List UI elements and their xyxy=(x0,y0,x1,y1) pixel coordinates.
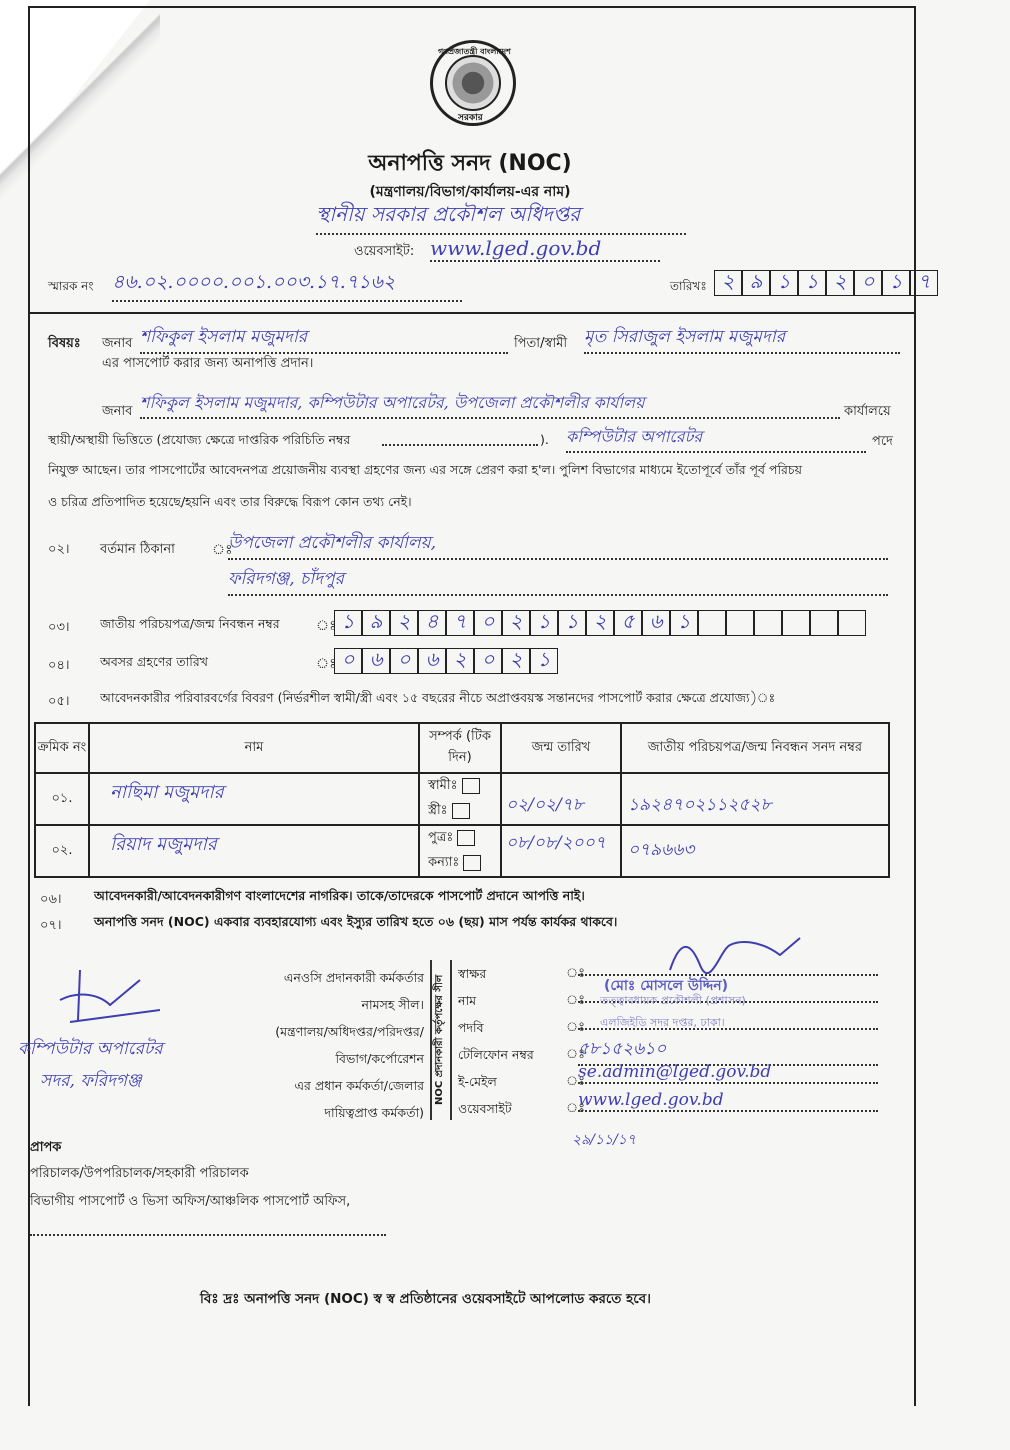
serial-cell: ০২. xyxy=(35,825,89,877)
memo-label: স্মারক নং xyxy=(48,279,94,293)
citizenship-statement: আবেদনকারী/আবেদনকারীগণ বাংলাদেশের নাগরিক। তাকে/তাদেরকে পাসপোর্ট প্রদানে আপত্তি নাই। xyxy=(94,888,585,903)
stamp-office: এলজিইডি সদর দপ্তর, ঢাকা। xyxy=(600,1016,725,1029)
body-line2-close: ). xyxy=(540,432,549,447)
date-digit: ০ xyxy=(854,270,882,296)
retirement-digit: ২ xyxy=(502,648,530,674)
family-table xyxy=(34,722,890,878)
column-header: ক্রমিক নং xyxy=(35,723,89,773)
retirement-digit: ২ xyxy=(446,648,474,674)
nid-cell: ০৭৯৬৬৩ xyxy=(621,825,889,877)
person-detail: শফিকুল ইসলাম মজুমদার, কম্পিউটার অপারেটর, উপজেলা প্রকৌশলীর কার্যালয় xyxy=(140,390,840,419)
nid-digit: ১ xyxy=(334,610,362,636)
retirement-digit: ০ xyxy=(334,648,362,674)
issuer-signature xyxy=(660,930,810,980)
memo-number: ৪৬.০২.০০০০.০০১.০০৩.১৭.৭১৬২ xyxy=(112,268,462,302)
recipient-blank-line xyxy=(30,1234,386,1236)
signature-field-label: স্বাক্ষর xyxy=(458,966,487,981)
nid-digit: ৯ xyxy=(362,610,390,636)
date-digit: ১ xyxy=(770,270,798,296)
nid-digit xyxy=(782,610,810,636)
issuer-desc-line: নামসহ সীল। xyxy=(361,997,424,1012)
retirement-date-boxes xyxy=(334,648,558,674)
colon: ঃ xyxy=(566,1047,586,1062)
checkbox-checked[interactable] xyxy=(452,803,470,819)
colon: ঃ xyxy=(566,1074,586,1089)
stamp-officer-title: তত্ত্বাবধায়ক প্রকৌশলী (প্রশাসন) xyxy=(600,994,746,1007)
recipient-line-2: বিভাগীয় পাসপোর্ট ও ভিসা অফিস/আঞ্চলিক পাসপোর্ট অফিস, xyxy=(30,1194,351,1209)
checkbox[interactable] xyxy=(463,855,481,871)
nid-digit xyxy=(698,610,726,636)
relation-label: স্ত্রীঃ xyxy=(428,803,448,818)
retirement-digit: ৬ xyxy=(418,648,446,674)
colon: ঃ xyxy=(566,1020,586,1035)
issuer-desc-line: এর প্রধান কর্মকর্তা/জেলার xyxy=(294,1078,424,1093)
body-line4: ও চরিত্র প্রতিপাদিত হয়েছে/হয়নি এবং তার বিরুদ্ধে বিরূপ কোন তথ্য নেই। xyxy=(48,494,412,509)
nid-digit: ১ xyxy=(530,610,558,636)
issuer-desc-line: (মন্ত্রণালয়/অধিদপ্তর/পরিদপ্তর/ xyxy=(275,1024,424,1039)
seal-emblem xyxy=(445,55,501,111)
document-subtitle: (মন্ত্রণালয়/বিভাগ/কার্যালয়-এর নাম) xyxy=(369,184,571,200)
office-suffix: কার্যালয়ে xyxy=(844,404,891,419)
nid-digit: ১ xyxy=(670,610,698,636)
seal-bottom-text: সরকার xyxy=(458,113,483,123)
date-digit: ১ xyxy=(798,270,826,296)
issuer-desc-line: দায়িত্বপ্রাপ্ত কর্মকর্তা) xyxy=(324,1105,424,1120)
retirement-digit: ০ xyxy=(390,648,418,674)
date-digit: ২ xyxy=(826,270,854,296)
colon: ঃ xyxy=(316,618,337,634)
date-digit: ২ xyxy=(714,270,742,296)
nid-digit xyxy=(838,610,866,636)
body-janab: জনাব xyxy=(102,404,133,419)
serial-cell: ০১. xyxy=(35,773,89,825)
item-05-number: ০৫। xyxy=(48,694,70,709)
applicant-signature xyxy=(40,960,180,1030)
seal-top-text: গণপ্রজাতন্ত্রী বাংলাদেশ xyxy=(438,47,511,56)
nid-digit: ০ xyxy=(474,610,502,636)
nid-digit: ৭ xyxy=(446,610,474,636)
nid-boxes xyxy=(334,610,866,636)
item-04-number: ০৪। xyxy=(48,658,70,673)
stamp-officer-name: (মোঃ মোসলে উদ্দিন) xyxy=(604,978,728,994)
header-divider xyxy=(30,312,916,314)
nid-digit: ১ xyxy=(558,610,586,636)
office-name: স্থানীয় সরকার প্রকৌশল অধিদপ্তর xyxy=(316,200,686,235)
item-03-number: ০৩। xyxy=(48,620,70,635)
relation-cell xyxy=(419,773,501,825)
signed-date: ২৯/১১/১৭ xyxy=(572,1132,636,1148)
column-header: নাম xyxy=(89,723,419,773)
relation-cell xyxy=(419,825,501,877)
official-id-blank xyxy=(382,438,538,446)
issuer-desc-line: বিভাগ/কর্পোরেশন xyxy=(335,1051,424,1066)
designation-field-label: পদবি xyxy=(458,1020,484,1035)
address-line-2: ফরিদগঞ্জ, চাঁদপুর xyxy=(228,566,888,596)
nid-digit: ২ xyxy=(502,610,530,636)
website-field-label: ওয়েবসাইট xyxy=(458,1101,512,1116)
nid-digit: ২ xyxy=(390,610,418,636)
checkbox[interactable] xyxy=(462,778,480,794)
body-line2: স্থায়ী/অস্থায়ী ভিত্তিতে (প্রযোজ্য ক্ষেত্রে দাপ্তরিক পরিচিতি নম্বর xyxy=(48,432,351,447)
relation-label: স্বামীঃ xyxy=(428,778,458,793)
nid-digit: ৫ xyxy=(614,610,642,636)
date-label: তারিখঃ xyxy=(670,279,707,293)
email-field-label: ই-মেইল xyxy=(458,1074,497,1089)
address-label: বর্তমান ঠিকানা xyxy=(100,542,175,557)
issuer-field-labels xyxy=(458,960,534,1122)
recipient-label: প্রাপক xyxy=(30,1140,62,1155)
name-cell: নাছিমা মজুমদার xyxy=(89,773,419,825)
recipient-line-1: পরিচালক/উপপরিচালক/সহকারী পরিচালক xyxy=(30,1166,249,1181)
retirement-label: অবসর গ্রহণের তারিখ xyxy=(100,654,208,669)
column-header: সম্পর্ক (টিক দিন) xyxy=(419,723,501,773)
colon: ঃ xyxy=(316,656,337,672)
dob-cell: ০৮/০৮/২০০৭ xyxy=(501,825,621,877)
colon: ঃ xyxy=(566,966,586,981)
nid-digit xyxy=(810,610,838,636)
relation-label: কন্যাঃ xyxy=(428,855,460,870)
body-line3: নিযুক্ত আছেন। তার পাসপোর্টের আবেদনপত্র প্রয়োজনীয় ব্যবস্থা গ্রহণের জন্য এর সঙ্গে প্রেরণ করা হ'ল। পুলিশ বিভাগের মাধ্যমে ইতোপূর্বে তাঁর পূর্ব পরিচয় xyxy=(48,462,803,477)
vertical-seal-label: NOC প্রদানকারী কর্তৃপক্ষের সীল xyxy=(430,960,452,1120)
left-sign-line-2: সদর, ফরিদগঞ্জ xyxy=(40,1071,142,1091)
column-header: জাতীয় পরিচয়পত্র/জন্ম নিবন্ধন সনদ নম্বর xyxy=(621,723,889,773)
colon: ঃ xyxy=(566,1101,586,1116)
email-value: se.admin@lged.gov.bd xyxy=(578,1062,878,1084)
family-label: আবেদনকারীর পরিবারবর্গের বিবরণ (নির্ভরশীল স্বামী/স্ত্রী এবং ১৫ বছরের নীচে অপ্রাপ্তবয়স্ক সন্তানদের পাসপোর্ট করার ক্ষেত্রে প্রযোজ্য)ঃ xyxy=(100,690,776,705)
applicant-name: শফিকুল ইসলাম মজুমদার xyxy=(140,324,508,354)
document-title: অনাপত্তি সনদ (NOC) xyxy=(368,151,572,176)
subject-line2: এর পাসপোর্ট করার জন্য অনাপত্তি প্রদান। xyxy=(102,356,314,371)
website-value: www.lged.gov.bd xyxy=(430,236,660,262)
nid-digit: ৪ xyxy=(418,610,446,636)
dob-cell: ০২/০২/৭৮ xyxy=(501,773,621,825)
table-row xyxy=(35,825,889,877)
colon: ঃ xyxy=(212,542,233,558)
issuer-desc-line: এনওসি প্রদানকারী কর্মকর্তার xyxy=(283,970,424,985)
item-02-number: ০২। xyxy=(48,542,70,557)
nid-cell: ১৯২৪৭০২১১২৫২৮ xyxy=(621,773,889,825)
checkbox[interactable] xyxy=(457,830,475,846)
table-header-row xyxy=(35,723,889,773)
name-field-label: নাম xyxy=(458,993,477,1008)
website-field-value: www.lged.gov.bd xyxy=(578,1090,878,1112)
nid-digit xyxy=(754,610,782,636)
subject-label: বিষয়ঃ xyxy=(48,336,81,351)
footer-note: বিঃ দ্রঃ অনাপত্তি সনদ (NOC) স্ব স্ব প্রতিষ্ঠানের ওয়েবসাইটে আপলোড করতে হবে। xyxy=(200,1291,651,1307)
nid-digit: ২ xyxy=(586,610,614,636)
table-row xyxy=(35,773,889,825)
phone-field-label: টেলিফোন নম্বর xyxy=(458,1047,534,1062)
date-digit: ১ xyxy=(882,270,910,296)
father-label: পিতা/স্বামী xyxy=(514,336,568,351)
item-07-number: ০৭। xyxy=(40,918,62,933)
nid-digit xyxy=(726,610,754,636)
colon: ঃ xyxy=(566,993,586,1008)
retirement-digit: ০ xyxy=(474,648,502,674)
date-boxes xyxy=(714,270,938,296)
relation-label: পুত্রঃ xyxy=(428,830,454,845)
subject-janab: জনাব xyxy=(102,336,133,351)
issuer-description xyxy=(254,964,424,1126)
validity-statement: অনাপত্তি সনদ (NOC) একবার ব্যবহারযোগ্য এবং ইস্যুর তারিখ হতে ০৬ (ছয়) মাস পর্যন্ত কার্যকর থাকবে। xyxy=(94,914,618,929)
father-name: মৃত সিরাজুল ইসলাম মজুমদার xyxy=(584,324,900,354)
name-cell: রিয়াদ মজুমদার xyxy=(89,825,419,877)
website-label: ওয়েবসাইট: xyxy=(354,244,415,259)
post-label: পদে xyxy=(872,434,893,449)
post-name: কম্পিউটার অপারেটর xyxy=(566,424,866,453)
retirement-digit: ৬ xyxy=(362,648,390,674)
date-digit: ৭ xyxy=(910,270,938,296)
left-sign-line-1: কম্পিউটার অপারেটর xyxy=(18,1039,163,1059)
nid-digit: ৬ xyxy=(642,610,670,636)
date-digit: ৯ xyxy=(742,270,770,296)
address-line-1: উপজেলা প্রকৌশলীর কার্যালয়, xyxy=(228,530,888,560)
nid-label: জাতীয় পরিচয়পত্র/জন্ম নিবন্ধন নম্বর xyxy=(100,616,280,631)
column-header: জন্ম তারিখ xyxy=(501,723,621,773)
phone-value: ৫৮১৫২৬১০ xyxy=(578,1036,878,1066)
item-06-number: ০৬। xyxy=(40,892,62,907)
retirement-digit: ১ xyxy=(530,648,558,674)
